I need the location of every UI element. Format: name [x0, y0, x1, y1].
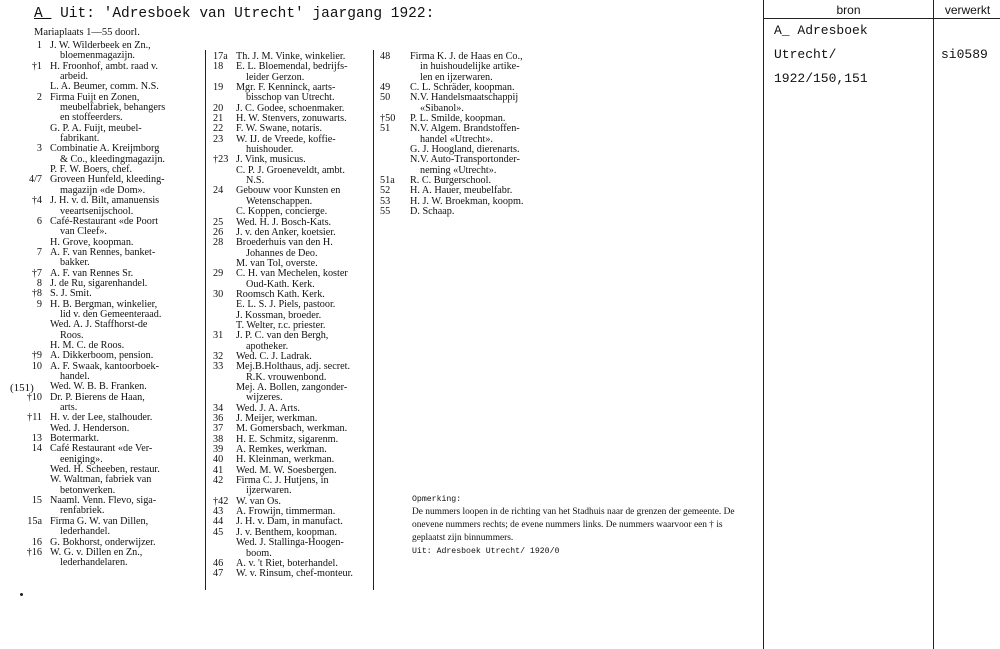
entry-line: A. F. Swaak, kantoorboek- — [50, 360, 159, 372]
house-number: 51 — [380, 123, 391, 135]
house-number: 18 — [213, 61, 224, 73]
entry-line: Wed. J. Henderson. — [50, 422, 130, 434]
house-number: 43 — [213, 506, 224, 518]
house-number: 15 — [31, 495, 42, 507]
address-entry — [212, 538, 370, 559]
address-entry — [212, 238, 370, 259]
house-number: 38 — [213, 433, 224, 445]
bron-header: bron — [764, 0, 934, 19]
house-number: †9 — [31, 350, 42, 362]
entry-line: H. E. Schmitz, sigarenm. — [236, 433, 339, 445]
entry-line: G. P. A. Fuijt, meubel- — [50, 122, 142, 134]
entry-line: M. Gomersbach, werkman. — [236, 423, 348, 435]
entry-line: boom. — [246, 547, 272, 559]
house-number: 21 — [213, 113, 224, 125]
house-number: 30 — [213, 288, 224, 300]
entry-line: P. F. W. Boers, chef. — [50, 164, 133, 176]
address-entry — [212, 135, 370, 156]
entry-line: M. van Tol, overste. — [236, 257, 318, 269]
address-entry — [380, 207, 540, 217]
address-entry — [12, 217, 204, 238]
entry-line: C. H. van Mechelen, koster — [236, 268, 348, 280]
verwerkt-header: verwerkt — [934, 0, 1000, 19]
entry-line: arbeid. — [60, 71, 89, 83]
address-entry — [12, 517, 204, 538]
house-number: 13 — [31, 433, 42, 445]
entry-line: E. L. S. J. Piels, pastoor. — [236, 299, 336, 311]
address-entry — [12, 196, 204, 217]
house-number: 3 — [36, 143, 42, 155]
column-divider — [205, 50, 206, 590]
house-number: 10 — [31, 360, 42, 372]
entry-line: handel «Utrecht». — [420, 133, 493, 145]
house-number: 8 — [36, 277, 42, 289]
entry-line: neming «Utrecht». — [420, 164, 497, 176]
address-entry — [212, 362, 370, 383]
entry-line: J. H. v. d. Bilt, amanuensis — [50, 195, 160, 207]
entry-line: Wetenschappen. — [246, 195, 313, 207]
entry-line: T. Welter, r.c. priester. — [236, 319, 326, 331]
entry-line: lederhandelaren. — [60, 557, 128, 569]
entry-line: len en ijzerwaren. — [420, 71, 493, 83]
entry-line: Café-Restaurant «de Poort — [50, 215, 159, 227]
address-entry — [12, 548, 204, 569]
entry-line: N.V. Algem. Brandstoffen- — [410, 123, 520, 135]
entry-line: Firma G. W. van Dillen, — [50, 515, 149, 527]
entry-line: veeartsenijschool. — [60, 205, 134, 217]
address-entry — [12, 300, 204, 321]
address-entry — [212, 383, 370, 404]
entry-line: Johannes de Deo. — [246, 247, 318, 259]
ink-dot — [20, 593, 23, 596]
title-text: Uit: 'Adresboek van Utrecht' jaargang 1922: — [51, 6, 435, 22]
house-number: 2 — [36, 91, 42, 103]
address-entry — [12, 320, 204, 341]
entry-line: Botermarkt. — [50, 433, 99, 445]
entry-line: Gebouw voor Kunsten en — [236, 185, 341, 197]
address-entry — [212, 569, 370, 579]
entry-line: J. Vink, musicus. — [236, 154, 306, 166]
entry-line: magazijn «de Dom». — [60, 184, 146, 196]
bron-value: A_ Adresboek Utrecht/ 1922/150,151 — [774, 23, 868, 86]
house-number: 53 — [380, 195, 391, 207]
house-number: 16 — [31, 536, 42, 548]
address-entry — [212, 62, 370, 83]
entry-line: Firma K. J. de Haas en Co., — [410, 51, 523, 62]
entry-line: W. van Os. — [236, 495, 281, 507]
entry-line: Roomsch Kath. Kerk. — [236, 288, 325, 300]
entry-line: Wed. A. J. Staffhorst-de — [50, 319, 148, 331]
verwerkt-value: si0589 — [941, 47, 988, 62]
address-entry — [12, 41, 204, 62]
entry-line: N.V. Auto-Transportonder- — [410, 154, 520, 166]
entry-line: Oud-Kath. Kerk. — [246, 278, 315, 290]
entry-line: Firma C. J. Hutjens, in — [236, 475, 329, 487]
entry-line: R. C. Burgerschool. — [410, 175, 492, 187]
entry-line: G. J. Hoogland, dierenarts. — [410, 144, 520, 156]
entry-line: Naaml. Venn. Flevo, siga- — [50, 495, 157, 507]
address-entry — [12, 124, 204, 145]
address-column-2 — [212, 52, 370, 580]
entry-line: bloemenmagazijn. — [60, 50, 135, 62]
entry-line: R.K. vrouwenbond. — [246, 371, 327, 383]
house-number: 49 — [380, 82, 391, 94]
entry-line: handel. — [60, 371, 90, 382]
entry-line: apotheker. — [246, 340, 289, 352]
entry-line: P. L. Smilde, koopman. — [410, 113, 506, 125]
entry-line: huishouder. — [246, 144, 294, 156]
entry-line: fabrikant. — [60, 133, 100, 145]
address-entry — [212, 166, 370, 187]
entry-line: W. Waltman, fabriek van — [50, 474, 152, 486]
house-number: 45 — [213, 526, 224, 538]
entry-line: eeniging». — [60, 453, 103, 465]
entry-line: Firma Fuijt en Zonen, — [50, 91, 140, 103]
entry-line: H. v. der Lee, stalhouder. — [50, 412, 153, 424]
house-number: †23 — [213, 154, 229, 166]
house-number: 48 — [380, 51, 391, 62]
entry-line: lederhandel. — [60, 526, 111, 538]
entry-line: C. L. Schräder, koopman. — [410, 82, 515, 94]
entry-line: C. P. J. Groeneveldt, ambt. — [236, 164, 345, 176]
entry-line: Mej. A. Bollen, zangonder- — [236, 382, 348, 393]
entry-line: A. Frowijn, timmerman. — [236, 506, 336, 518]
entry-line: J. Meijer, werkman. — [236, 413, 318, 425]
entry-line: Dr. P. Bierens de Haan, — [50, 391, 145, 403]
entry-line: H. Kleinman, werkman. — [236, 454, 335, 466]
entry-line: A. v. 't Riet, boterhandel. — [236, 557, 338, 569]
entry-line: N.S. — [246, 175, 265, 187]
house-number: †10 — [26, 391, 42, 403]
house-number: 32 — [213, 350, 224, 362]
entry-line: J. P. C. van den Bergh, — [236, 330, 329, 342]
entry-line: N.V. Handelsmaatschappij — [410, 92, 519, 104]
address-entry — [212, 269, 370, 290]
address-entry — [212, 186, 370, 207]
entry-line: S. J. Smit. — [50, 288, 92, 300]
entry-line: W. G. v. Dillen en Zn., — [50, 546, 143, 558]
house-number: 19 — [213, 82, 224, 94]
house-number: 9 — [36, 298, 42, 310]
entry-line: J. de Ru, sigarenhandel. — [50, 277, 148, 289]
house-number: †4 — [31, 195, 42, 207]
table-divider — [933, 0, 934, 649]
entry-line: G. Bokhorst, onderwijzer. — [50, 536, 156, 548]
entry-line: Café Restaurant «de Ver- — [50, 443, 153, 455]
remark-note — [412, 493, 752, 558]
house-number: †11 — [27, 412, 42, 424]
house-number: †42 — [213, 495, 229, 507]
house-number: 34 — [213, 402, 224, 414]
note-title: Opmerking: — [412, 495, 462, 504]
entry-line: renfabriek. — [60, 505, 105, 517]
street-subtitle: Mariaplaats 1—55 doorl. — [34, 27, 140, 38]
house-number: 42 — [213, 475, 224, 487]
entry-line: J. W. Wilderbeek en Zn., — [50, 40, 151, 51]
entry-line: bisschop van Utrecht. — [246, 92, 335, 104]
entry-line: Wed. C. J. Ladrak. — [236, 350, 312, 362]
address-entry — [380, 93, 540, 114]
house-number: 41 — [213, 464, 224, 476]
house-number: 6 — [36, 215, 42, 227]
house-number: 17a — [213, 51, 228, 62]
house-number: †8 — [31, 288, 42, 300]
house-number: 52 — [380, 185, 391, 197]
house-number: 44 — [213, 516, 224, 528]
address-entry — [12, 144, 204, 165]
entry-line: J. v. den Anker, koetsier. — [236, 226, 336, 238]
entry-line: F. W. Swane, notaris. — [236, 123, 323, 135]
entry-line: & Co., kleedingmagazijn. — [60, 153, 165, 165]
entry-line: in huishoudelijke artike- — [420, 61, 520, 73]
house-number: 14 — [31, 443, 42, 455]
entry-line: Groveen Hunfeld, kleeding- — [50, 174, 165, 186]
entry-line: D. Schaap. — [410, 206, 455, 218]
entry-line: H. Grove, koopman. — [50, 236, 134, 248]
entry-line: ijzerwaren. — [246, 485, 292, 497]
house-number: 1 — [36, 40, 42, 51]
entry-line: Mgr. F. Kenninck, aarts- — [236, 82, 336, 94]
house-number: 40 — [213, 454, 224, 466]
house-number: 28 — [213, 237, 224, 249]
entry-line: en stoffeerders. — [60, 112, 123, 124]
house-number: 46 — [213, 557, 224, 569]
entry-line: H. M. C. de Roos. — [50, 339, 125, 351]
address-entry — [12, 62, 204, 83]
house-number: †7 — [31, 267, 42, 279]
entry-line: J. C. Godee, schoenmaker. — [236, 102, 345, 114]
address-entry — [12, 175, 204, 196]
entry-line: A. F. van Rennes Sr. — [50, 267, 134, 279]
entry-line: A. F. van Rennes, banket- — [50, 246, 156, 258]
address-entry — [212, 207, 370, 217]
address-column-1 — [12, 41, 204, 569]
address-column-3 — [380, 52, 540, 218]
address-entry — [12, 496, 204, 517]
margin-page-note: (151) — [10, 382, 34, 394]
entry-line: J. Kossman, broeder. — [236, 309, 322, 321]
entry-line: Th. J. M. Vinke, winkelier. — [236, 51, 346, 62]
address-entry — [212, 476, 370, 497]
entry-line: H. B. Bergman, winkelier, — [50, 298, 158, 310]
entry-line: L. A. Beumer, comm. N.S. — [50, 81, 159, 93]
house-number: 24 — [213, 185, 224, 197]
house-number: 4/7 — [28, 174, 42, 186]
address-entry — [12, 475, 204, 496]
entry-line: lid v. den Gemeenteraad. — [60, 308, 162, 320]
entry-line: W. IJ. de Vreede, koffie- — [236, 133, 336, 145]
entry-line: A. Remkes, werkman. — [236, 444, 327, 456]
entry-line: bakker. — [60, 257, 90, 269]
entry-line: Combinatie A. Kreijmborg — [50, 143, 160, 155]
house-number: 15a — [27, 515, 42, 527]
address-entry — [12, 444, 204, 465]
house-number: 50 — [380, 92, 391, 104]
house-number: 39 — [213, 444, 224, 456]
entry-line: Wed. J. Stallinga-Hoogen- — [236, 537, 344, 549]
address-entry — [380, 52, 540, 83]
entry-line: Wed. J. A. Arts. — [236, 402, 300, 414]
address-entry — [212, 331, 370, 352]
entry-line: J. v. Benthem, koopman. — [236, 526, 337, 538]
entry-line: W. v. Rinsum, chef-monteur. — [236, 568, 353, 580]
entry-line: H. W. Stenvers, zonuwarts. — [236, 113, 347, 125]
entry-line: betonwerken. — [60, 484, 116, 496]
address-entry — [212, 83, 370, 104]
house-number: 33 — [213, 361, 224, 373]
note-source: Uit: Adresboek Utrecht/ 1920/0 — [412, 547, 560, 556]
entry-line: H. J. W. Broekman, koopm. — [410, 195, 524, 207]
note-text: De nummers loopen in de richting van het Stadhuis naar de grenzen der gemeente. De onevene nummers rechts; de evene nummers links. De nummers waarvoor een † is geplaatst zijn binnummers. — [412, 507, 735, 543]
address-entry — [380, 124, 540, 145]
entry-line: Roos. — [60, 329, 84, 341]
entry-line: van Cleef». — [60, 226, 107, 238]
column-divider — [373, 50, 374, 590]
entry-line: H. A. Hauer, meubelfabr. — [410, 185, 513, 197]
address-entry — [380, 197, 540, 207]
house-number: 31 — [213, 330, 224, 342]
house-number: †1 — [31, 60, 42, 72]
entry-line: Broederhuis van den H. — [236, 237, 333, 249]
entry-line: Wed. W. B. B. Franken. — [50, 381, 147, 393]
address-entry — [12, 93, 204, 124]
address-entry — [380, 155, 540, 176]
house-number: †50 — [380, 113, 396, 125]
entry-line: Wed. H. J. Bosch-Kats. — [236, 216, 332, 228]
entry-line: Wed. M. W. Soesbergen. — [236, 464, 337, 476]
entry-line: meubelfabriek, behangers — [60, 102, 166, 114]
house-number: 7 — [36, 246, 42, 258]
page-title — [34, 6, 434, 22]
entry-line: «Sibanol». — [420, 102, 464, 114]
house-number: 23 — [213, 133, 224, 145]
house-number: 51a — [380, 175, 395, 187]
entry-line: C. Koppen, concierge. — [236, 206, 328, 218]
house-number: 37 — [213, 423, 224, 435]
house-number: 29 — [213, 268, 224, 280]
entry-line: H. Froonhof, ambt. raad v. — [50, 60, 158, 72]
house-number: 47 — [213, 568, 224, 580]
address-entry — [12, 248, 204, 269]
title-prefix: A_ — [34, 6, 52, 22]
house-number: 22 — [213, 123, 224, 135]
house-number: 20 — [213, 102, 224, 114]
house-number: 25 — [213, 216, 224, 228]
entry-line: wijzeres. — [246, 392, 283, 404]
house-number: 55 — [380, 206, 391, 218]
entry-line: Wed. H. Scheeben, restaur. — [50, 464, 160, 476]
entry-line: J. H. v. Dam, in manufact. — [236, 516, 343, 528]
house-number: 26 — [213, 226, 224, 238]
address-entry — [12, 393, 204, 414]
entry-line: E. L. Bloemendal, bedrijfs- — [236, 61, 348, 73]
entry-line: leider Gerzon. — [246, 71, 305, 83]
house-number: †16 — [26, 546, 42, 558]
entry-line: arts. — [60, 402, 78, 414]
record-table — [763, 0, 1000, 649]
house-number: 36 — [213, 413, 224, 425]
entry-line: Mej.B.Holthaus, adj. secret. — [236, 361, 351, 373]
address-entry — [12, 362, 204, 383]
entry-line: A. Dikkerboom, pension. — [50, 350, 154, 362]
